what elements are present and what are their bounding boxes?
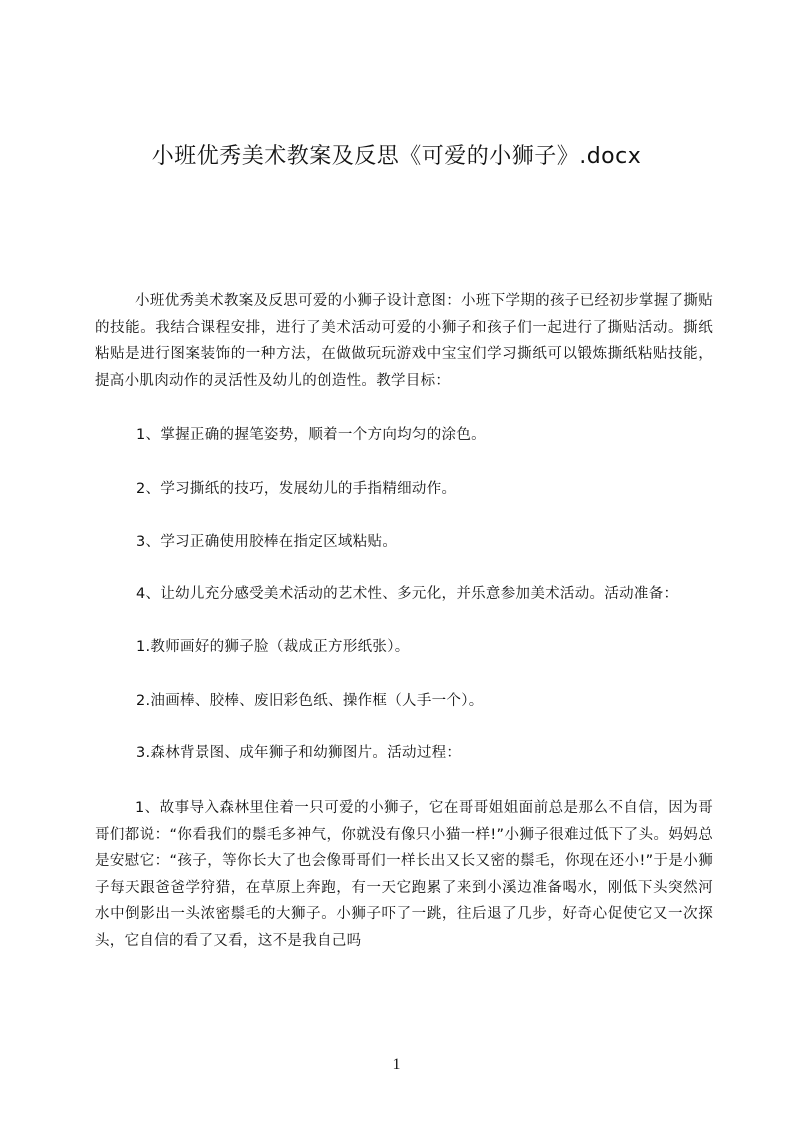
goal-item-3: 3、学习正确使用胶棒在指定区域粘贴。 [136, 534, 398, 550]
page-number: 1 [392, 1056, 401, 1073]
goal-item-2: 2、学习撕纸的技巧，发展幼儿的手指精细动作。 [136, 481, 457, 497]
story-paragraph: 1、故事导入森林里住着一只可爱的小狮子，它在哥哥姐姐面前总是那么不自信，因为哥哥们都说：“你看我们的鬃毛多神气，你就没有像只小猫一样!”小狮子很难过低下了头。妈妈总是安慰它：“孩子，等你长大了也会像哥哥们一样长出又长又密的鬃毛，你现在还小!”于是小狮子每天跟爸爸学狩猎，在草原上奔跑，有一天它跑累了来到小溪边准备喝水，刚低下头突然河水中倒影出一头浓密鬃毛的大狮子。小狮子吓了一跳，往后退了几步，好奇心促使它又一次探头，它自信的看了又看，这不是我自己吗 [95, 800, 713, 949]
document-title: 小班优秀美术教案及反思《可爱的小狮子》.docx [151, 144, 642, 169]
goal-item-1: 1、掌握正确的握笔姿势，顺着一个方向均匀的涂色。 [136, 427, 486, 443]
preparation-item-3: 3.森林背景图、成年狮子和幼狮图片。活动过程： [136, 745, 462, 761]
goal-item-4: 4、让幼儿充分感受美术活动的艺术性、多元化，并乐意参加美术活动。活动准备： [136, 586, 679, 602]
preparation-item-1: 1.教师画好的狮子脸（裁成正方形纸张）。 [136, 639, 410, 655]
preparation-item-2: 2.油画棒、胶棒、废旧彩色纸、操作框（人手一个）。 [136, 693, 484, 709]
intro-paragraph: 小班优秀美术教案及反思可爱的小狮子设计意图：小班下学期的孩子已经初步掌握了撕贴的技能。我结合课程安排，进行了美术活动可爱的小狮子和孩子们一起进行了撕贴活动。撕纸粘贴是进行图案装饰的一种方法，在做做玩玩游戏中宝宝们学习撕纸可以锻炼撕纸粘贴技能，提高小肌肉动作的灵活性及幼儿的创造性。教学目标： [95, 293, 713, 389]
